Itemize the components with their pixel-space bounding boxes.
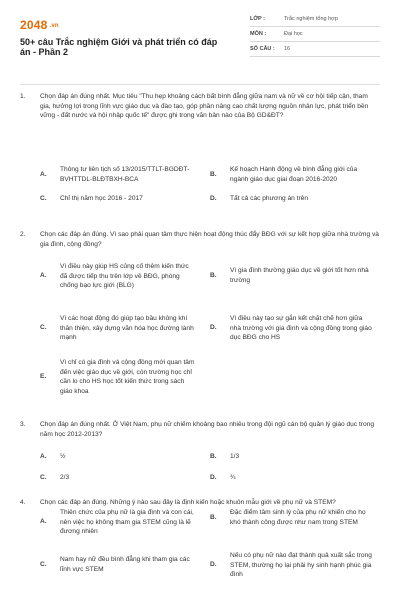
option-d[interactable] (210, 473, 375, 483)
option-a[interactable] (40, 508, 195, 537)
option-b[interactable] (210, 508, 375, 527)
option-c[interactable] (40, 314, 195, 343)
option-a[interactable] (40, 165, 195, 184)
option-text: Thông tư liên tịch số 13/2015/TTLT-BGDĐT-BVHTTDL-BLĐTBXH-BCA (60, 166, 190, 183)
question-text: Chọn các đáp án đúng. Vì sao phải quan tâm thực hiện hoạt động thúc đẩy BĐG với sự kết hợp giữa nhà trường và gia đình, cộng đồng? (40, 231, 379, 248)
option-label: B. (210, 170, 217, 178)
page-title: 50+ câu Trắc nghiệm Giới và phát triển có đáp án - Phần 2 (20, 37, 218, 57)
option-text: Chỉ thị năm học 2016 - 2017 (60, 195, 143, 202)
option-d[interactable] (210, 551, 375, 580)
meta-value: Trắc nghiệm tổng hợp (284, 16, 338, 22)
meta-row-subject (250, 27, 380, 42)
site-logo[interactable] (20, 18, 59, 32)
question-number: 1. (20, 93, 26, 100)
header-divider (20, 84, 380, 85)
meta-value: 16 (284, 46, 291, 52)
option-label: B. (210, 513, 217, 521)
meta-key: MÔN : (250, 31, 267, 37)
option-c[interactable] (40, 555, 195, 574)
option-e[interactable] (40, 358, 195, 396)
option-label: C. (40, 324, 47, 332)
question-number: 3. (20, 421, 26, 428)
meta-row-class (250, 12, 380, 27)
meta-key: LỚP : (250, 16, 265, 22)
option-text: Nếu có phụ nữ nào đạt thành quả xuất sắc trong STEM, thường họ lại phải hy sinh hạnh phúc gia đình (230, 552, 372, 579)
option-a[interactable] (40, 452, 195, 462)
option-text: 1/3 (230, 453, 240, 460)
logo-text: 2048 (20, 18, 48, 32)
meta-key: SỐ CÂU : (250, 46, 275, 52)
option-label: A. (40, 518, 47, 526)
option-b[interactable] (210, 452, 375, 462)
question-number: 4. (20, 499, 26, 506)
option-label: C. (40, 473, 47, 481)
option-text: Vì điều này giúp HS củng cố thêm kiến thức đã được tiếp thu trên lớp về BĐG, phòng chống bạo lực giới (BLG) (60, 263, 189, 290)
option-c[interactable] (40, 473, 195, 483)
meta-table (250, 12, 380, 57)
option-label: C. (40, 194, 47, 202)
option-label: A. (40, 272, 47, 280)
header (0, 0, 400, 84)
option-text: Nam hay nữ đều bình đẳng khi tham gia các lĩnh vực STEM (60, 556, 190, 573)
option-label: B. (210, 452, 217, 460)
option-text: ½ (60, 453, 66, 460)
option-c[interactable] (40, 194, 195, 204)
option-b[interactable] (210, 266, 375, 285)
option-label: E. (40, 373, 47, 381)
option-label: C. (40, 560, 47, 568)
question-text: Chọn đáp án đúng nhất. Mục tiêu "Thu hẹp khoảng cách bất bình đẳng giữa nam và nữ về cơ hội tiếp cận, tham gia, hưởng lợi trong lĩnh vực giáo dục và đào tạo, góp phần nâng cao chất lượng nguồn nhân lực, phát triển bền vững - đất nước và hội nhập quốc tế" được ghi trong văn bản nào của Bộ GD&ĐT? (40, 93, 369, 120)
option-text: Vì chỉ có gia đình và cộng đồng mới quan tâm đến việc giáo dục về giới, còn trường học chỉ cần lo cho HS học tốt kiến thức trong sách giáo khoa (60, 359, 195, 395)
option-label: A. (40, 452, 47, 460)
option-text: ¾ (230, 474, 236, 481)
option-text: Vì các hoạt động đó giúp tạo bầu không khí thân thiện, xây dựng văn hóa học đường lành mạnh (60, 315, 194, 342)
option-text: Tất cả các phương án trên (230, 195, 309, 202)
meta-value: Đại học (284, 31, 303, 37)
question-text: Chọn các đáp án đúng. Những ý nào sau đây là định kiến hoặc khuôn mẫu giới về phụ nữ và STEM? (40, 499, 336, 506)
option-label: D. (210, 324, 217, 332)
option-text: Vì gia đình thường giáo dục về giới tốt hơn nhà trường (230, 267, 369, 284)
meta-row-count (250, 42, 380, 57)
option-label: D. (210, 194, 217, 202)
option-text: Kế hoạch Hành động về bình đẳng giới của ngành giáo dục giai đoạn 2016-2020 (230, 166, 358, 183)
option-label: B. (210, 271, 217, 279)
option-b[interactable] (210, 165, 375, 184)
option-d[interactable] (210, 194, 375, 204)
option-label: A. (40, 170, 47, 178)
question-number: 2. (20, 231, 26, 238)
option-text: Thiên chức của phụ nữ là gia đình và con cái, nên việc họ không tham gia STEM cũng là lẽ đương nhiên (60, 509, 194, 536)
option-d[interactable] (210, 314, 375, 343)
option-text: Vì điều này tạo sự gắn kết chặt chẽ hơn giữa nhà trường với gia đình và cộng đồng trong giáo dục BĐG cho HS (230, 315, 372, 342)
option-label: D. (210, 473, 217, 481)
question-text: Chọn đáp án đúng nhất. Ở Việt Nam, phụ nữ chiếm khoảng bao nhiêu trong đội ngũ cán bộ quản lý giáo dục trong năm học 2012-2013? (40, 421, 375, 438)
option-text: Đặc điểm tâm sinh lý của phụ nữ khiến cho họ khó thành công được như nam trong STEM (230, 509, 366, 526)
logo-suffix: .vn (49, 22, 59, 29)
option-text: 2/3 (60, 474, 70, 481)
option-a[interactable] (40, 262, 195, 291)
option-label: D. (210, 561, 217, 569)
